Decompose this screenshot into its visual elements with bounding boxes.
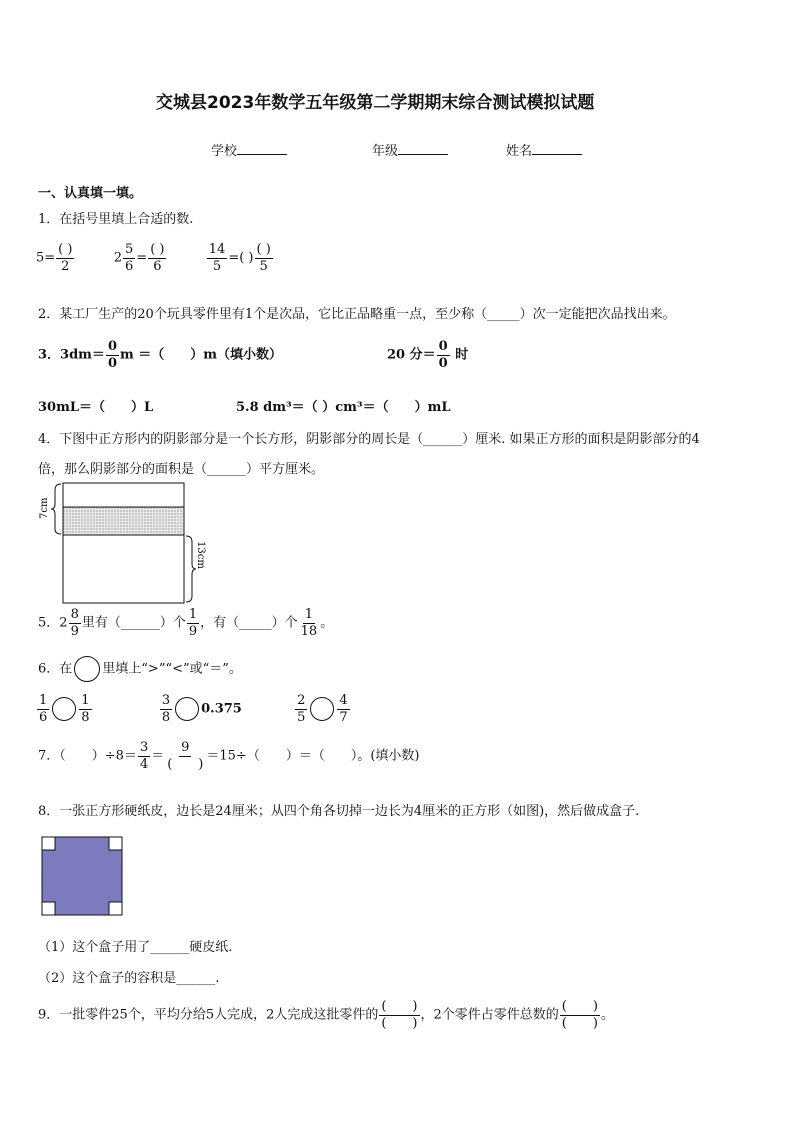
question-4-text-2: 倍，那么阴影部分的面积是（______）平方厘米。 [38, 462, 325, 477]
fraction: $\frac{( )}{( )}$ [561, 999, 598, 1031]
fraction: $\frac{0}{0}$ [107, 339, 117, 371]
question-3-line-2b: 5.8 dm³＝（ ）cm³＝（ ）mL [236, 400, 451, 415]
question-2-text: 2．某工厂生产的20个玩具零件里有1个是次品，它比正品略重一点，至少称（_____）次一定能把次品找出来。 [38, 307, 676, 322]
grade-label: 年级 [372, 144, 399, 159]
grade-field [372, 140, 448, 159]
fraction: $\frac{14}{5}$ [208, 242, 226, 274]
question-5: 5．2 $\frac{8}{9}$ 里有（______）个 $\frac{1}{9}$ ，有（_____）个 $\frac{1}{18}$ 。 [38, 607, 334, 639]
school-field [211, 140, 287, 159]
page-title: 交城县2023年数学五年级第二学期期末综合测试模拟试题 [156, 93, 595, 113]
fraction: $\frac{1}{18}$ [300, 607, 318, 639]
cut-corner [42, 902, 55, 915]
label-13cm: 13cm [195, 541, 206, 569]
fraction: $\frac{1}{9}$ [188, 607, 198, 639]
name-field [506, 140, 582, 159]
school-label: 学校 [211, 144, 238, 159]
section-heading: 一、认真填一填。 [38, 186, 143, 201]
question-3-line-2a: 30mL＝（ ）L [38, 400, 154, 415]
fraction: $\frac{( )}{5}$ [256, 242, 271, 274]
question-6-comparisons: $\frac{1}{6}$ $\frac{1}{8}$ $\frac{3}{8}$ 0.375 $\frac{2}{5}$ $\frac{4}{7}$ [39, 693, 348, 725]
fraction: $\frac{5}{6}$ [125, 242, 134, 274]
question-8-sub-1: （1）这个盒子用了______硬皮纸. [38, 940, 233, 955]
brace-13cm [186, 536, 196, 602]
fraction: $\frac{8}{9}$ [70, 607, 79, 639]
question-8-text: 8．一张正方形硬纸皮，边长是24厘米；从四个角各切掉一边长为4厘米的正方形（如图)，然后做成盒子. [38, 804, 640, 819]
cut-corner [109, 837, 122, 850]
shaded-rectangle [63, 507, 184, 535]
square-diagram [36, 480, 206, 608]
fraction: $\frac{1}{8}$ [81, 693, 90, 725]
question-1-text: 1．在括号里填上合适的数. [38, 212, 194, 227]
fraction: $\frac{( )}{2}$ [58, 242, 73, 274]
fraction: $\frac{( )}{6}$ [150, 242, 165, 274]
question-6-text: 6．在 里填上“>”“<”或“＝”。 [38, 656, 242, 682]
cut-corner [42, 837, 55, 850]
compare-circle-icon[interactable] [175, 697, 199, 721]
box-diagram [40, 835, 126, 917]
grade-blank [398, 154, 448, 155]
question-4-text-1: 4．下图中正方形内的阴影部分是一个长方形，阴影部分的周长是（______）厘米. 如果正方形的面积是阴影部分的4 [38, 432, 700, 447]
square-outline [63, 483, 184, 603]
fraction: $\frac{1}{6}$ [39, 693, 48, 725]
name-label: 姓名 [506, 144, 533, 159]
fraction: $\frac{3}{8}$ [161, 693, 171, 725]
fraction: $\frac{2}{5}$ [297, 693, 306, 725]
compare-circle-icon[interactable] [310, 697, 334, 721]
cut-corner [109, 902, 122, 915]
question-8-sub-2: （2）这个盒子的容积是______. [38, 971, 220, 986]
compare-circle-icon[interactable] [52, 697, 76, 721]
fraction: $\frac{( )}{( )}$ [381, 999, 418, 1031]
question-3-line-1: 3．3dm＝ $\frac{0}{0}$ m ＝（ ）m（填小数） [38, 339, 283, 371]
question-1-expressions: 5= $\frac{( )}{2}$ 2 $\frac{5}{6}$ = $\frac{( )}{6}$ $\frac{14}{5}$ =( ) $\frac{( )}{5}$ [36, 242, 271, 274]
question-7: 7．（ ）÷8＝ $\frac{3}{4}$ ＝ $\frac{9}{( )}$ ＝15÷（ ）＝（ ）。(填小数) [38, 740, 420, 772]
question-3-line-1b: 20 分＝ $\frac{0}{0}$ 时 [387, 339, 469, 371]
fraction: $\frac{9}{( )}$ [167, 740, 204, 772]
question-9: 9．一批零件25个，平均分给5人完成，2人完成这批零件的 $\frac{( )}{( )}$ ，2个零件占零件总数的 $\frac{( )}{( )}$ 。 [38, 999, 614, 1031]
name-blank [532, 154, 582, 155]
brace-7cm [51, 484, 61, 534]
fraction: $\frac{4}{7}$ [339, 693, 348, 725]
fraction: $\frac{3}{4}$ [139, 740, 149, 772]
answer-circle-icon [74, 656, 100, 682]
school-blank [237, 154, 287, 155]
fraction: $\frac{0}{0}$ [438, 339, 448, 371]
label-7cm: 7cm [39, 497, 50, 519]
